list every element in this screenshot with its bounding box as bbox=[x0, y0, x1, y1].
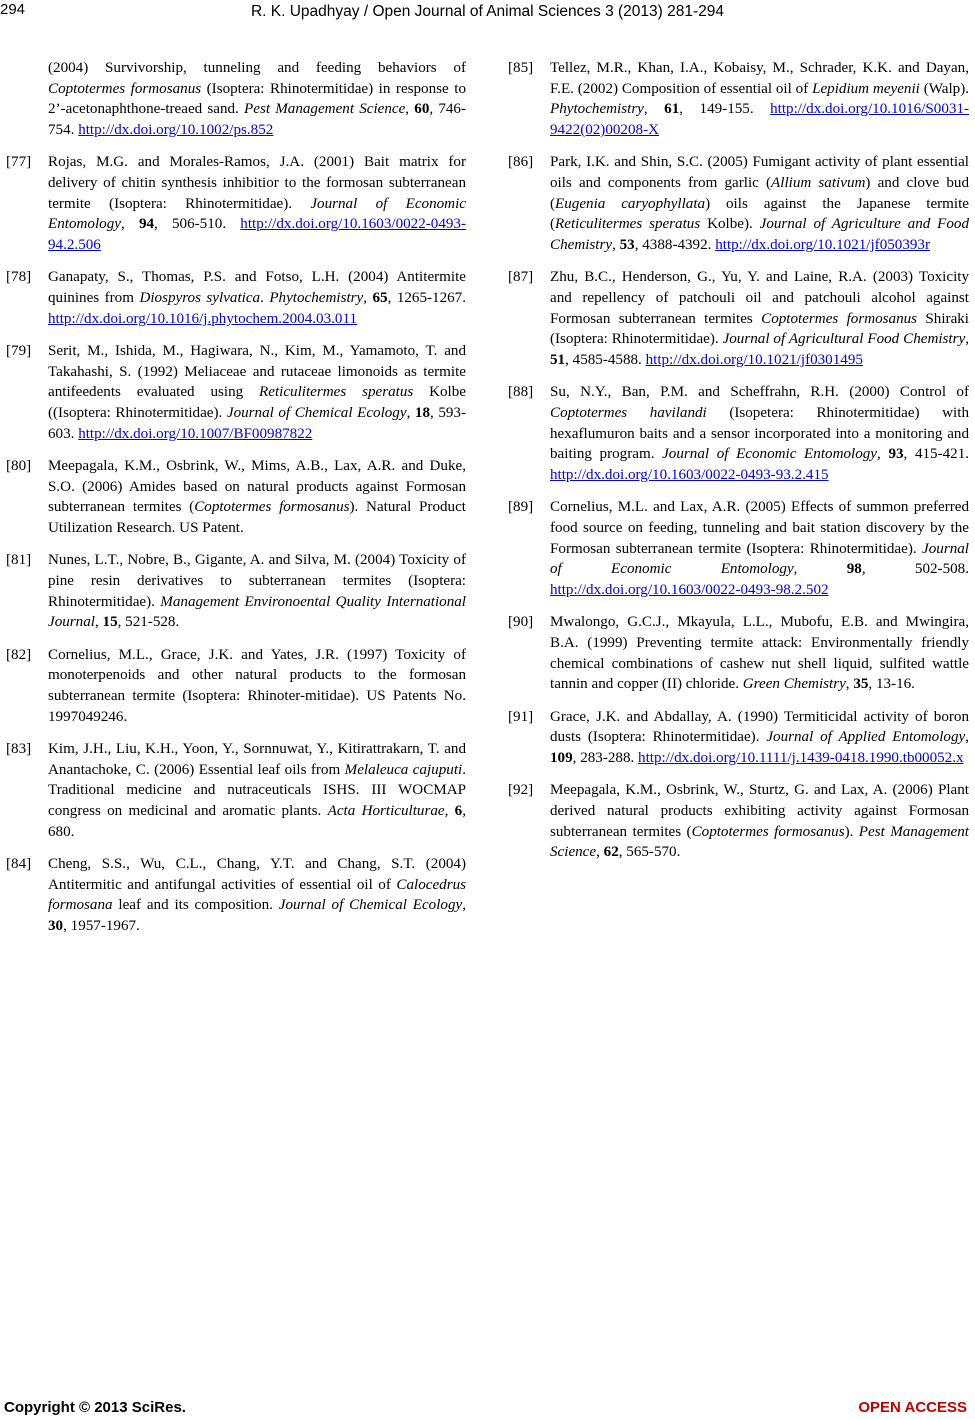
reference-volume: 30 bbox=[48, 918, 64, 935]
reference-text: Zhu, B.C., Henderson, G., Yu, Y. and Laine, R.A. (2003) Toxicity and repellency of patchouli oil and patchouli alcohol against Formosan subterranean termites bbox=[550, 269, 969, 327]
reference-italic-text: Acta Horticulturae bbox=[327, 803, 445, 819]
reference-italic-text: Eugenia caryophyllata bbox=[555, 195, 706, 212]
reference-text: (Isoptera: Rhinotermitidae) in response to 2’-acetonaphthone-treaed sand. bbox=[48, 80, 466, 118]
reference-italic-text: Phytochemistry bbox=[269, 290, 364, 307]
reference-volume: 93 bbox=[888, 446, 904, 463]
copyright-notice: Copyright © 2013 SciRes. bbox=[4, 1399, 186, 1416]
reference-text: Mwalongo, G.C.J., Mkayula, L.L., Mubofu, E.B. and Mwingira, B.A. (1999) Preventing termite attack: Environmentally friendly chemical combinations of cashew nut shell liquid, sulfited wattle tannin and copper (II) chloride. bbox=[550, 614, 969, 693]
reference-number: [89] bbox=[508, 499, 534, 516]
reference-entry bbox=[508, 497, 969, 601]
reference-text: , 4585-4588. bbox=[565, 352, 646, 369]
reference-italic-text: Coptotermes formosanus bbox=[691, 823, 845, 840]
doi-link[interactable]: http://dx.doi.org/10.1603/0022-0493-94.2.506 bbox=[48, 216, 467, 254]
reference-text: Kolbe ((Isoptera: Rhinotermitidae). bbox=[48, 384, 466, 422]
reference-volume: 65 bbox=[372, 290, 388, 307]
reference-italic-text: Journal of Economic Entomology bbox=[662, 446, 878, 463]
reference-italic-text: Journal of Applied Entomology bbox=[766, 729, 966, 746]
reference-italic-text: Allium sativum bbox=[771, 175, 866, 192]
doi-link[interactable]: http://dx.doi.org/10.1021/jf050393r bbox=[715, 237, 931, 254]
reference-text: , bbox=[965, 729, 969, 746]
reference-text: Park, I.K. and Shin, S.C. (2005) Fumigant activity of plant essential oils and components from garlic ( bbox=[550, 154, 969, 192]
reference-italic-text: Pest Management Science bbox=[244, 101, 406, 118]
reference-text: , bbox=[444, 803, 455, 819]
reference-entry bbox=[6, 341, 466, 445]
reference-text: , bbox=[405, 101, 415, 118]
reference-number: [82] bbox=[6, 646, 32, 663]
reference-text: . Traditional medicine and nutraceuticals ISHS. III WOCMAP congress on medicinal and aromatic plants. bbox=[48, 761, 466, 819]
reference-volume: 109 bbox=[550, 750, 573, 767]
reference-text: , bbox=[612, 237, 620, 254]
reference-text: Serit, M., Ishida, M., Hagiwara, N., Kim, M., Yamamoto, T. and Takahashi, S. (1992) Meliaceae and rutaceae limonoids as termite antifeedents evaluated using bbox=[48, 342, 466, 401]
reference-entry bbox=[6, 152, 466, 256]
reference-text: , 565-570. bbox=[618, 844, 681, 861]
page-number: 294 bbox=[0, 1, 26, 18]
reference-text: Shiraki (Isoptera: Rhinotermitidae). bbox=[550, 310, 970, 348]
reference-volume: 18 bbox=[414, 405, 430, 422]
reference-entry bbox=[6, 456, 466, 539]
reference-text: , 521-528. bbox=[117, 614, 180, 631]
reference-text: , 1957-1967. bbox=[63, 918, 140, 935]
reference-text: leaf and its composition. bbox=[112, 897, 279, 914]
reference-number: [90] bbox=[508, 614, 534, 631]
reference-text: , bbox=[877, 446, 889, 463]
reference-volume: 6 bbox=[454, 803, 463, 819]
doi-link[interactable]: http://dx.doi.org/10.1007/BF00987822 bbox=[78, 425, 313, 442]
reference-number: [81] bbox=[6, 552, 32, 569]
reference-italic-text: Reticulitermes speratus bbox=[259, 384, 414, 401]
reference-number: [92] bbox=[508, 782, 534, 799]
reference-entry bbox=[508, 707, 969, 769]
reference-volume: 35 bbox=[853, 676, 869, 693]
reference-entry bbox=[6, 854, 466, 937]
reference-italic-text: Pest Management Science bbox=[550, 823, 969, 861]
reference-number: [79] bbox=[6, 342, 32, 359]
reference-text: , bbox=[120, 216, 139, 233]
reference-number: [88] bbox=[508, 384, 534, 401]
reference-text: Ganapaty, S., Thomas, P.S. and Fotso, L.H. (2004) Antitermite quinines from bbox=[48, 269, 466, 307]
reference-text: ). Natural Product Utilization Research. US Patent. bbox=[48, 499, 466, 537]
reference-text: , 415-421. bbox=[903, 446, 970, 463]
reference-entry bbox=[6, 58, 466, 141]
reference-volume: 98 bbox=[846, 561, 862, 578]
reference-text: Grace, J.K. and Abdallay, A. (1990) Termiticidal activity of boron dusts (Isoptera: Rhinotermitidae). bbox=[550, 708, 969, 746]
reference-number: [86] bbox=[508, 154, 534, 171]
reference-number: [84] bbox=[6, 855, 32, 872]
reference-text: , bbox=[643, 101, 665, 118]
reference-text: , bbox=[363, 290, 373, 307]
reference-number: [91] bbox=[508, 708, 534, 725]
reference-text: Cheng, S.S., Wu, C.L., Chang, Y.T. and Chang, S.T. (2004) Antitermitic and antifungal activities of essential oil of bbox=[48, 855, 466, 893]
reference-number: [77] bbox=[6, 154, 32, 171]
reference-text: , 1265-1267. bbox=[387, 290, 466, 307]
reference-text: , bbox=[596, 844, 604, 861]
reference-italic-text: Diospyros sylvatica bbox=[139, 290, 261, 307]
reference-volume: 15 bbox=[102, 614, 118, 631]
reference-column-right bbox=[508, 58, 969, 875]
reference-entry bbox=[6, 550, 466, 633]
doi-link[interactable]: http://dx.doi.org/10.1002/ps.852 bbox=[78, 122, 274, 139]
doi-link[interactable]: http://dx.doi.org/10.1603/0022-0493-93.2.415 bbox=[550, 467, 829, 484]
doi-link[interactable]: http://dx.doi.org/10.1016/j.phytochem.2004.03.011 bbox=[48, 310, 357, 327]
reference-text: , bbox=[845, 676, 854, 693]
reference-text: , bbox=[793, 561, 847, 578]
reference-text: Nunes, L.T., Nobre, B., Gigante, A. and Silva, M. (2004) Toxicity of pine resin derivatives to subterranean termites (Isoptera: Rhinotermitidae). bbox=[48, 552, 466, 610]
reference-italic-text: Journal of Agricultural Food Chemistry bbox=[722, 331, 966, 348]
open-access-label: OPEN ACCESS bbox=[858, 1399, 967, 1416]
doi-link[interactable]: http://dx.doi.org/10.1016/S0031-9422(02)00208-X bbox=[550, 101, 970, 139]
reference-text: (2004) Survivorship, tunneling and feeding behaviors of bbox=[48, 60, 466, 76]
reference-text: Kolbe). bbox=[700, 216, 760, 233]
reference-text: , 283-288. bbox=[572, 750, 639, 767]
reference-italic-text: Coptotermes formosanus bbox=[48, 80, 202, 97]
reference-number: [87] bbox=[508, 269, 534, 286]
reference-text: Kim, J.H., Liu, K.H., Yoon, Y., Sornnuwat, Y., Kitirattrakarn, T. and Anantachoke, C. (2006) Essential leaf oils from bbox=[48, 740, 466, 778]
reference-italic-text: Coptotermes havilandi bbox=[550, 405, 707, 422]
reference-italic-text: Management Environoental Quality International Journal bbox=[48, 593, 467, 631]
reference-text: , 149-155. bbox=[679, 101, 771, 118]
reference-entry bbox=[508, 382, 969, 486]
reference-text: , bbox=[462, 897, 466, 914]
reference-text: . bbox=[260, 290, 270, 307]
reference-italic-text: Journal of Economic Entomology bbox=[48, 195, 466, 233]
reference-italic-text: Melaleuca cajuputi bbox=[344, 761, 463, 778]
reference-volume: 94 bbox=[138, 216, 155, 233]
reference-number: [85] bbox=[508, 60, 534, 76]
reference-italic-text: Reticulitermes speratus bbox=[555, 216, 701, 233]
doi-link[interactable]: http://dx.doi.org/10.1603/0022-0493-98.2.502 bbox=[550, 582, 829, 599]
reference-text: ) and clove bud ( bbox=[550, 175, 969, 212]
reference-entry bbox=[508, 612, 969, 695]
reference-text: , bbox=[94, 614, 103, 631]
reference-text: Cornelius, M.L. and Lax, A.R. (2005) Effects of summon preferred food source on feeding, tunneling and bait station discovery by the Formosan subterranean termite (Isoptera: Rhinotermitidae). bbox=[550, 499, 969, 557]
reference-volume: 62 bbox=[603, 844, 619, 861]
reference-italic-text: Calocedrus formosana bbox=[48, 876, 466, 914]
reference-text: , 4388-4392. bbox=[634, 237, 716, 254]
reference-number: [80] bbox=[6, 457, 32, 474]
reference-number: [78] bbox=[6, 269, 32, 286]
reference-volume: 60 bbox=[414, 101, 430, 118]
reference-italic-text: Coptotermes formosanus bbox=[194, 499, 350, 516]
reference-text: , bbox=[965, 331, 969, 348]
reference-text: , 746-754. bbox=[48, 101, 466, 139]
reference-italic-text: Green Chemistry bbox=[742, 676, 846, 693]
reference-text: , 680. bbox=[48, 803, 466, 840]
reference-text: , 13-16. bbox=[868, 676, 915, 693]
reference-italic-text: Coptotermes formosanus bbox=[761, 310, 918, 327]
reference-text: (Isopetera: Rhinotermitidae) with hexaflumuron baits and a sensor incorporated into a monitoring and baiting program. bbox=[550, 405, 969, 463]
reference-entry bbox=[508, 267, 969, 371]
reference-number: [83] bbox=[6, 740, 32, 757]
reference-text: Su, N.Y., Ban, P.M. and Scheffrahn, R.H. (2000) Control of bbox=[550, 384, 969, 401]
reference-italic-text: Journal of Chemical Ecology bbox=[278, 897, 463, 914]
reference-entry bbox=[6, 267, 466, 329]
reference-text: Cornelius, M.L., Grace, J.K. and Yates, J.R. (1997) Toxicity of monoterpenoids and other natural products to the formosan subterranean termite (Isoptera: Rhinoter-mitidae). US Patents No. 1997049246. bbox=[48, 646, 466, 725]
reference-entry bbox=[508, 152, 969, 256]
reference-text: Tellez, M.R., Khan, I.A., Kobaisy, M., Schrader, K.K. and Dayan, F.E. (2002) Composition of essential oil of bbox=[550, 60, 969, 97]
reference-italic-text: Lepidium meyenii bbox=[812, 80, 920, 97]
reference-entry bbox=[508, 58, 969, 141]
reference-text: , bbox=[406, 405, 415, 422]
reference-volume: 51 bbox=[550, 352, 566, 369]
reference-italic-text: Phytochemistry bbox=[550, 101, 644, 118]
reference-column-left bbox=[6, 58, 466, 948]
reference-volume: 61 bbox=[664, 101, 680, 118]
reference-text: Meepagala, K.M., Osbrink, W., Mims, A.B., Lax, A.R. and Duke, S.O. (2006) Amides based on natural products against Formosan subterranean termites ( bbox=[48, 457, 466, 516]
reference-text: , 593-603. bbox=[48, 405, 467, 442]
reference-text: , 502-508. bbox=[861, 561, 969, 578]
reference-text: Meepagala, K.M., Osbrink, W., Sturtz, G. and Lax, A. (2006) Plant derived natural products exhibiting activity against Formosan subterranean termites ( bbox=[550, 782, 969, 840]
reference-text: , 506-510. bbox=[154, 216, 241, 233]
reference-entry bbox=[6, 645, 466, 728]
reference-text: ). bbox=[844, 823, 859, 840]
reference-entry bbox=[6, 739, 466, 843]
doi-link[interactable]: http://dx.doi.org/10.1111/j.1439-0418.1990.tb00052.x bbox=[638, 750, 964, 767]
reference-italic-text: Journal of Economic Entomology bbox=[550, 540, 969, 578]
running-head: R. K. Upadhyay / Open Journal of Animal Sciences 3 (2013) 281-294 bbox=[250, 3, 725, 20]
reference-italic-text: Journal of Chemical Ecology bbox=[226, 405, 407, 422]
doi-link[interactable]: http://dx.doi.org/10.1021/jf0301495 bbox=[645, 352, 863, 369]
reference-entry bbox=[508, 780, 969, 863]
reference-text: ) oils against the Japanese termite ( bbox=[550, 195, 969, 233]
reference-text: Rojas, M.G. and Morales-Ramos, J.A. (2001) Bait matrix for delivery of chitin synthesis inhibitior to the formosan subterranean termite (Isoptera: Rhinotermitidae). bbox=[48, 154, 466, 212]
reference-text: (Walp). bbox=[919, 80, 969, 97]
reference-volume: 53 bbox=[619, 237, 635, 254]
reference-italic-text: Journal of Agriculture and Food Chemistry bbox=[550, 216, 970, 254]
